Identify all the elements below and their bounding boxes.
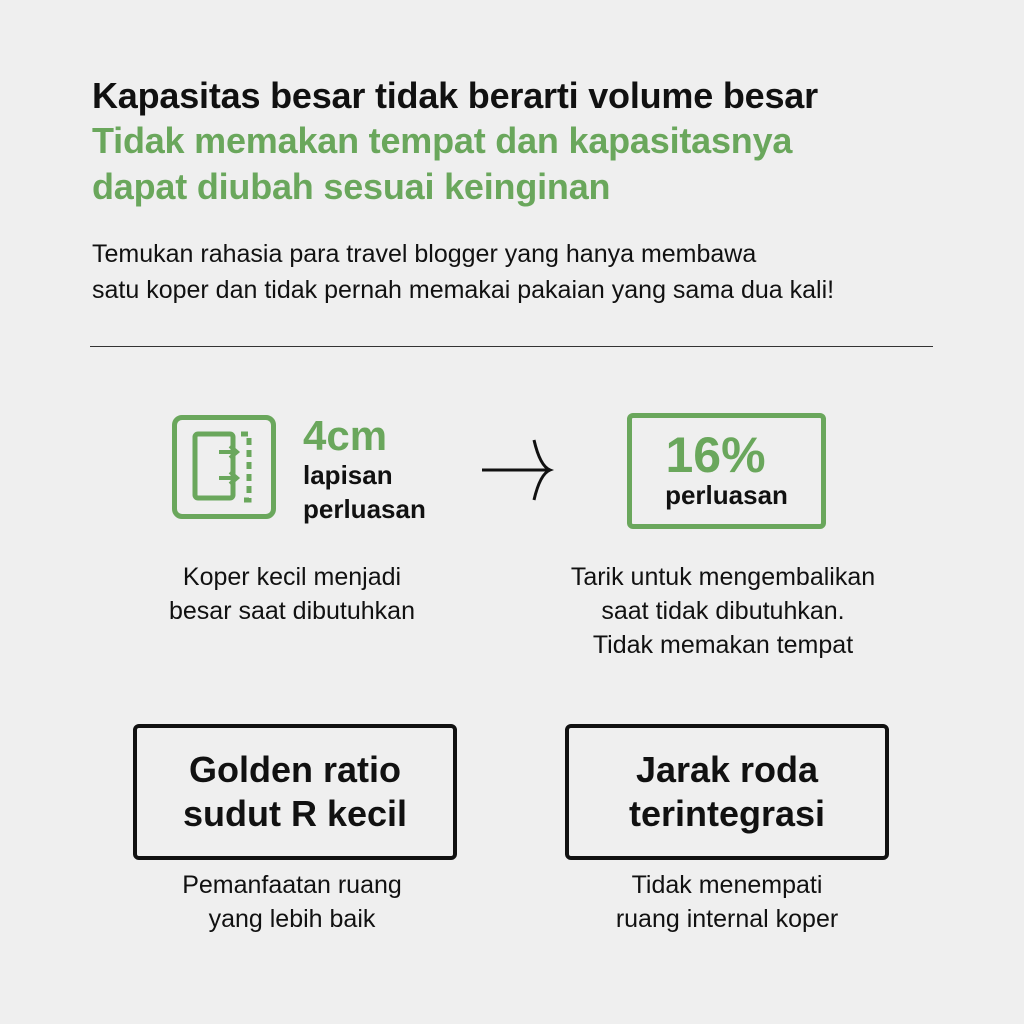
feature-title-line-2: terintegrasi (628, 793, 826, 834)
percentage-value: 16% (665, 427, 766, 483)
percentage-desc-line-3: Tidak memakan tempat (592, 631, 854, 659)
feature-title-line-2: sudut R kecil (182, 793, 408, 834)
intro-line-1: Temukan rahasia para travel blogger yang hanya membawa (92, 240, 757, 268)
feature-title-line-1: Golden ratio (188, 749, 401, 790)
divider (90, 346, 933, 347)
subtitle-line-1: Tidak memakan tempat dan kapasitasnya (92, 120, 793, 161)
feature-title-line-1: Jarak roda (635, 749, 819, 790)
expansion-label-line-1: lapisan (303, 460, 393, 490)
feature-wheel-spacing (565, 724, 889, 860)
arrow-right-icon (478, 430, 558, 510)
expansion-label-line-2: perluasan (303, 494, 426, 524)
percentage-desc-line-1: Tarik untuk mengembalikan (570, 563, 876, 591)
feature-desc-line-2: ruang internal koper (615, 905, 839, 933)
feature-desc-line-1: Pemanfaatan ruang (182, 871, 402, 899)
expansion-description (112, 560, 472, 628)
page-subtitle (92, 118, 892, 210)
expansion-label (303, 458, 426, 526)
intro-line-2: satu koper dan tidak pernah memakai pakaian yang sama dua kali! (92, 276, 835, 304)
feature-wheel-spacing-description (545, 868, 909, 936)
feature-desc-line-2: yang lebih baik (208, 905, 376, 933)
feature-golden-ratio-description (112, 868, 472, 936)
percentage-desc-line-2: saat tidak dibutuhkan. (601, 597, 845, 625)
percentage-description (523, 560, 923, 662)
subtitle-line-2: dapat diubah sesuai keinginan (92, 166, 611, 207)
intro-text (92, 236, 972, 308)
expansion-desc-line-2: besar saat dibutuhkan (168, 597, 415, 625)
percentage-label: perluasan (665, 480, 788, 510)
page-title: Kapasitas besar tidak berarti volume besar (92, 75, 818, 116)
expansion-desc-line-1: Koper kecil menjadi (182, 563, 402, 591)
feature-desc-line-1: Tidak menempati (631, 871, 823, 899)
expansion-value: 4cm (303, 412, 388, 459)
expand-layer-icon (172, 415, 276, 519)
feature-golden-ratio (133, 724, 457, 860)
